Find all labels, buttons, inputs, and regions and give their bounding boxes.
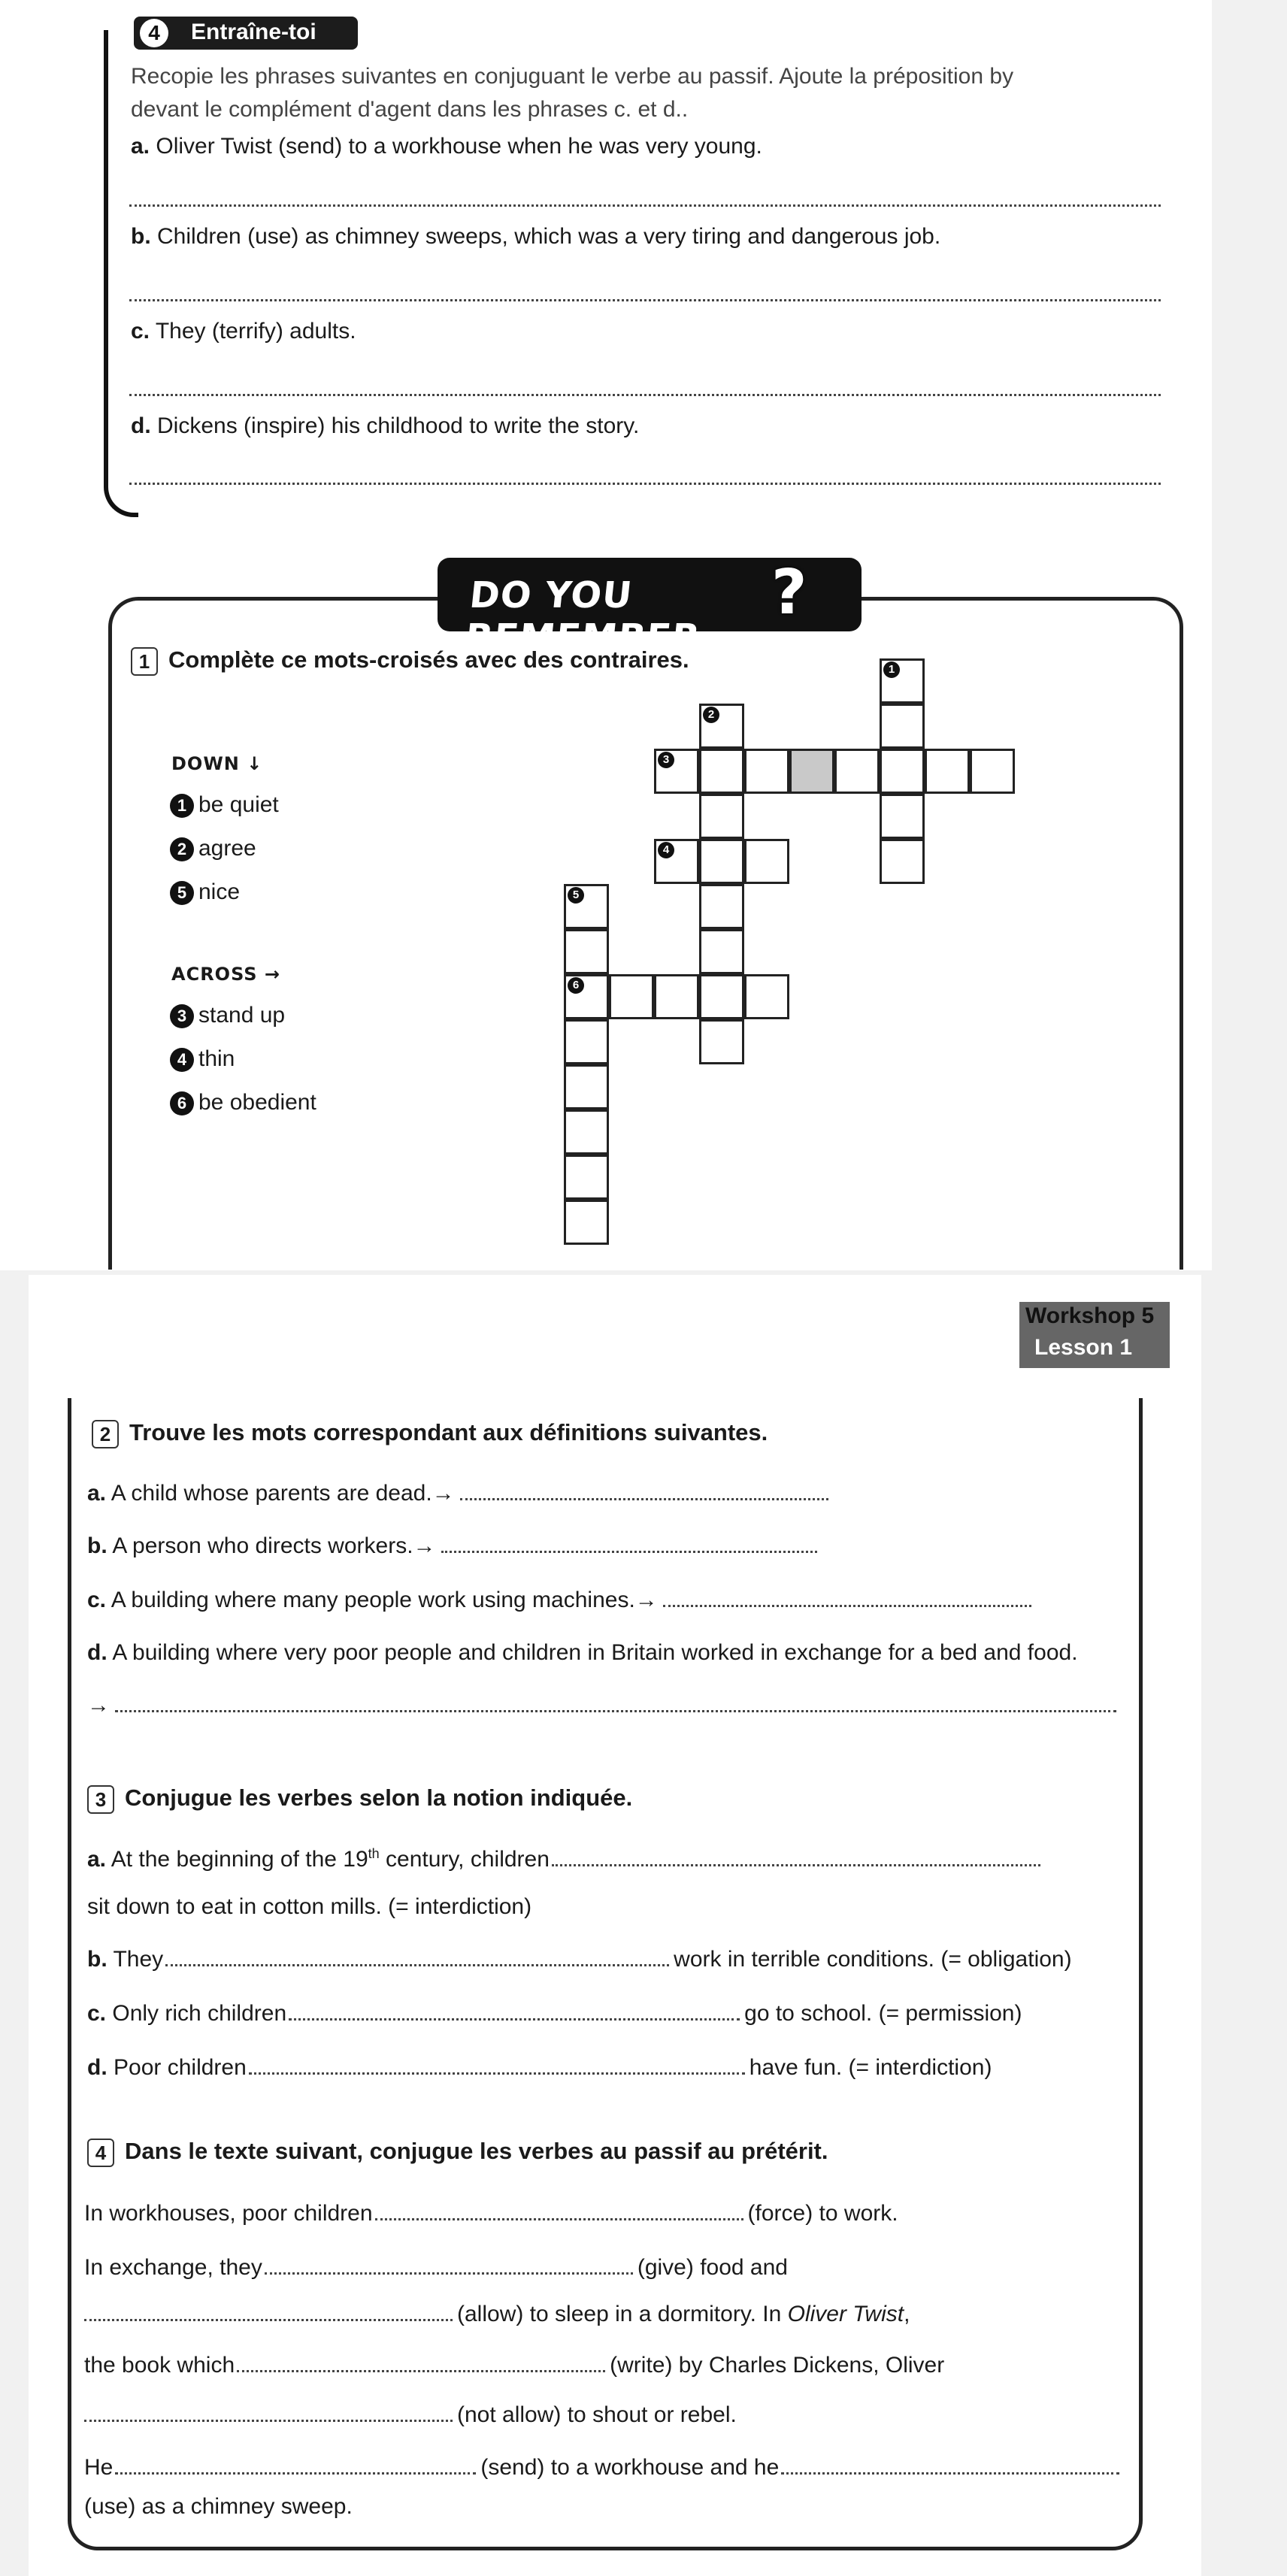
sentence-label: b. xyxy=(131,224,151,249)
crossword-cell[interactable] xyxy=(699,974,744,1019)
definition-d xyxy=(87,1640,1078,1666)
clue-number: 5 xyxy=(170,881,194,905)
crossword-cell[interactable] xyxy=(744,974,789,1019)
book-title: Oliver Twist xyxy=(787,2302,904,2326)
crossword-cell[interactable] xyxy=(564,1200,609,1245)
crossword-cell[interactable] xyxy=(699,1019,744,1064)
text-after: (write) by Charles Dickens, Oliver xyxy=(610,2353,945,2378)
definition-c xyxy=(87,1588,1036,1613)
exercise-instruction: Trouve les mots correspondant aux définitions suivantes. xyxy=(129,1419,768,1445)
crossword-cell[interactable] xyxy=(564,884,609,929)
cell-number: 5 xyxy=(568,887,584,904)
text-end: , xyxy=(904,2302,910,2326)
cell-number: 4 xyxy=(658,842,674,858)
sentence-c xyxy=(131,319,356,344)
cell-number: 3 xyxy=(658,752,674,768)
crossword-cell[interactable] xyxy=(880,839,925,884)
item-text-after: work in terrible conditions. (= obligation) xyxy=(674,1947,1072,1972)
item-label: a. xyxy=(87,1847,107,1872)
down-label: DOWN xyxy=(171,753,240,774)
section-title: Entraîne-toi xyxy=(191,20,316,44)
clue-number: 1 xyxy=(170,794,194,818)
item-label: c. xyxy=(87,1588,107,1612)
answer-blank[interactable] xyxy=(375,2217,743,2220)
instruction-line-1: Recopie les phrases suivantes en conjuguant le verbe au passif. Ajoute la préposition by xyxy=(131,64,1014,89)
crossword-cell[interactable] xyxy=(564,1064,609,1109)
item-label: a. xyxy=(87,1481,107,1506)
passive-line-6 xyxy=(84,2455,1124,2481)
crossword-cell-shaded[interactable] xyxy=(789,749,834,794)
answer-line-d[interactable] xyxy=(129,483,1161,485)
lesson-label: Lesson 1 xyxy=(1034,1335,1133,1360)
passive-line-1 xyxy=(84,2201,898,2226)
workshop-badge xyxy=(1019,1302,1170,1368)
across-label: ACROSS xyxy=(171,964,258,985)
across-heading xyxy=(171,964,280,985)
text-before: He xyxy=(84,2455,114,2480)
crossword-cell[interactable] xyxy=(925,749,970,794)
clue-across-4 xyxy=(170,1046,235,1072)
arrow-right-icon: → xyxy=(87,1693,110,1718)
exercise-instruction: Complète ce mots-croisés avec des contraires. xyxy=(168,646,689,673)
crossword-cell[interactable] xyxy=(699,929,744,974)
crossword-cell[interactable] xyxy=(699,839,744,884)
cell-number: 2 xyxy=(703,707,719,723)
crossword-cell[interactable] xyxy=(880,794,925,839)
item-text: At the beginning of the 19 xyxy=(111,1847,368,1872)
conjugation-a xyxy=(87,1846,1045,1872)
answer-blank[interactable] xyxy=(115,1709,1116,1712)
cell-number: 6 xyxy=(568,977,584,994)
crossword-cell[interactable] xyxy=(744,839,789,884)
clue-text: agree xyxy=(198,836,256,861)
text-after: (give) food and xyxy=(637,2255,788,2280)
answer-line-a[interactable] xyxy=(129,204,1161,207)
answer-blank[interactable] xyxy=(237,2369,605,2372)
text-before: In exchange, they xyxy=(84,2255,262,2280)
item-label: b. xyxy=(87,1533,108,1558)
crossword-cell[interactable] xyxy=(564,974,609,1019)
sentence-label: c. xyxy=(131,319,150,344)
conjugation-c xyxy=(87,2001,1022,2027)
clue-across-6 xyxy=(170,1090,316,1115)
crossword-cell[interactable] xyxy=(699,884,744,929)
sentence-a xyxy=(131,134,762,159)
definition-b xyxy=(87,1533,822,1559)
instructions xyxy=(131,60,1013,126)
item-text: A child whose parents are dead. xyxy=(111,1481,432,1506)
passive-line-7: (use) as a chimney sweep. xyxy=(84,2494,353,2519)
answer-blank[interactable] xyxy=(84,2318,453,2321)
arrow-right-icon: → xyxy=(413,1533,436,1558)
crossword-cell[interactable] xyxy=(609,974,654,1019)
sentence-text: Dickens (inspire) his childhood to write the story. xyxy=(157,413,640,438)
clue-number: 2 xyxy=(170,837,194,861)
sentence-label: a. xyxy=(131,134,150,159)
section-4-badge xyxy=(134,17,358,50)
exercise-instruction: Conjugue les verbes selon la notion indiquée. xyxy=(125,1784,633,1811)
exercise-1-title xyxy=(131,646,689,676)
answer-blank[interactable] xyxy=(115,2472,476,2475)
text-after: (not allow) to shout or rebel. xyxy=(457,2402,737,2427)
do-you-remember-banner xyxy=(438,557,862,658)
item-text: Only rich children xyxy=(112,2001,287,2026)
exercise-number: 4 xyxy=(87,2139,114,2167)
answer-blank[interactable] xyxy=(265,2272,633,2275)
ordinal-suffix: th xyxy=(368,1846,380,1861)
text-after: (allow) to sleep in a dormitory. In xyxy=(457,2302,788,2326)
clue-down-5 xyxy=(170,879,240,905)
crossword-cell[interactable] xyxy=(970,749,1015,794)
passive-line-3 xyxy=(84,2302,910,2327)
answer-blank[interactable] xyxy=(552,1863,1040,1866)
workshop-label: Workshop 5 xyxy=(1025,1303,1155,1328)
answer-blank[interactable] xyxy=(249,2072,745,2075)
do-you-remember-frame xyxy=(108,597,1183,1270)
passive-line-2 xyxy=(84,2255,788,2281)
instruction-line-2: devant le complément d'agent dans les phrases c. et d.. xyxy=(131,97,689,122)
arrow-right-icon: → xyxy=(634,1588,658,1612)
answer-line-c[interactable] xyxy=(129,394,1161,396)
answer-blank[interactable] xyxy=(441,1550,817,1553)
down-heading xyxy=(171,753,262,774)
conjugation-b xyxy=(87,1947,1072,1972)
answer-blank[interactable] xyxy=(781,2472,1119,2475)
arrow-down-icon: ↓ xyxy=(247,753,263,774)
text-middle: (send) to a workhouse and he xyxy=(480,2455,780,2480)
clue-text: stand up xyxy=(198,1003,286,1028)
clue-text: thin xyxy=(198,1046,235,1071)
question-mark-icon: ? xyxy=(771,557,807,628)
definition-d-answer xyxy=(87,1693,1121,1718)
exercise-number: 1 xyxy=(131,647,158,676)
banner-title: DO YOU REMEMBER xyxy=(463,574,703,658)
crossword-cell[interactable] xyxy=(699,794,744,839)
sentence-text: They (terrify) adults. xyxy=(155,319,356,344)
item-label: d. xyxy=(87,1640,108,1665)
conjugation-d xyxy=(87,2055,992,2081)
item-text: A building where many people work using machines. xyxy=(111,1588,635,1612)
clue-text: be obedient xyxy=(198,1090,316,1115)
crossword-cell[interactable] xyxy=(834,749,880,794)
answer-line-b[interactable] xyxy=(129,299,1161,301)
clue-across-3 xyxy=(170,1003,285,1028)
exercise-instruction: Dans le texte suivant, conjugue les verbes au passif au prétérit. xyxy=(125,2138,828,2164)
clue-number: 4 xyxy=(170,1048,194,1072)
crossword-cell[interactable] xyxy=(880,749,925,794)
item-label: d. xyxy=(87,2055,108,2080)
text-before: In workhouses, poor children xyxy=(84,2201,373,2226)
clue-down-1 xyxy=(170,792,279,818)
exercise-4-title xyxy=(87,2138,828,2167)
exercise-number: 2 xyxy=(92,1420,119,1448)
text-before: the book which xyxy=(84,2353,235,2378)
passive-line-4 xyxy=(84,2353,944,2378)
answer-blank[interactable] xyxy=(663,1604,1031,1607)
sentence-text: Oliver Twist (send) to a workhouse when he was very young. xyxy=(156,134,762,159)
crossword-cell[interactable] xyxy=(699,749,744,794)
cell-number: 1 xyxy=(883,661,900,678)
answer-blank[interactable] xyxy=(289,2018,740,2021)
item-text-continued: century, children xyxy=(379,1847,550,1872)
sentence-b xyxy=(131,224,940,250)
item-label: b. xyxy=(87,1947,108,1972)
item-label: c. xyxy=(87,2001,107,2026)
item-text-after: go to school. (= permission) xyxy=(744,2001,1022,2026)
crossword-cell[interactable] xyxy=(654,974,699,1019)
crossword-cell[interactable] xyxy=(564,1109,609,1155)
item-text: A building where very poor people and children in Britain worked in exchange for a bed and food. xyxy=(112,1640,1078,1665)
passive-line-5 xyxy=(84,2402,737,2428)
sentence-label: d. xyxy=(131,413,151,438)
arrow-right-icon: → xyxy=(432,1481,455,1506)
crossword-cell[interactable] xyxy=(654,839,699,884)
exercise-2-title xyxy=(92,1419,768,1448)
crossword-cell[interactable] xyxy=(880,704,925,749)
item-text-after: have fun. (= interdiction) xyxy=(749,2055,992,2080)
arrow-right-icon: → xyxy=(264,964,281,985)
item-text: A person who directs workers. xyxy=(112,1533,413,1558)
section-number: 4 xyxy=(140,19,168,47)
answer-blank[interactable] xyxy=(165,1963,669,1966)
clue-number: 3 xyxy=(170,1004,194,1028)
crossword-cell[interactable] xyxy=(564,1019,609,1064)
clue-text: be quiet xyxy=(198,792,279,817)
answer-blank[interactable] xyxy=(460,1497,828,1500)
sentence-d xyxy=(131,413,639,439)
clue-number: 6 xyxy=(170,1091,194,1115)
crossword-cell[interactable] xyxy=(654,749,699,794)
crossword-cell[interactable] xyxy=(880,658,925,704)
definition-a xyxy=(87,1481,833,1506)
exercise-3-title xyxy=(87,1784,632,1814)
item-text: Poor children xyxy=(114,2055,247,2080)
text-after: (force) to work. xyxy=(747,2201,898,2226)
conjugation-a-line2: sit down to eat in cotton mills. (= interdiction) xyxy=(87,1894,532,1919)
item-text: They xyxy=(113,1947,164,1972)
crossword-cell[interactable] xyxy=(699,704,744,749)
sentence-text: Children (use) as chimney sweeps, which was a very tiring and dangerous job. xyxy=(157,224,941,249)
clue-text: nice xyxy=(198,879,241,904)
crossword-cell[interactable] xyxy=(564,1155,609,1200)
crossword-cell[interactable] xyxy=(744,749,789,794)
clue-down-2 xyxy=(170,836,256,861)
answer-blank[interactable] xyxy=(84,2419,453,2422)
exercise-number: 3 xyxy=(87,1785,114,1814)
crossword-cell[interactable] xyxy=(564,929,609,974)
